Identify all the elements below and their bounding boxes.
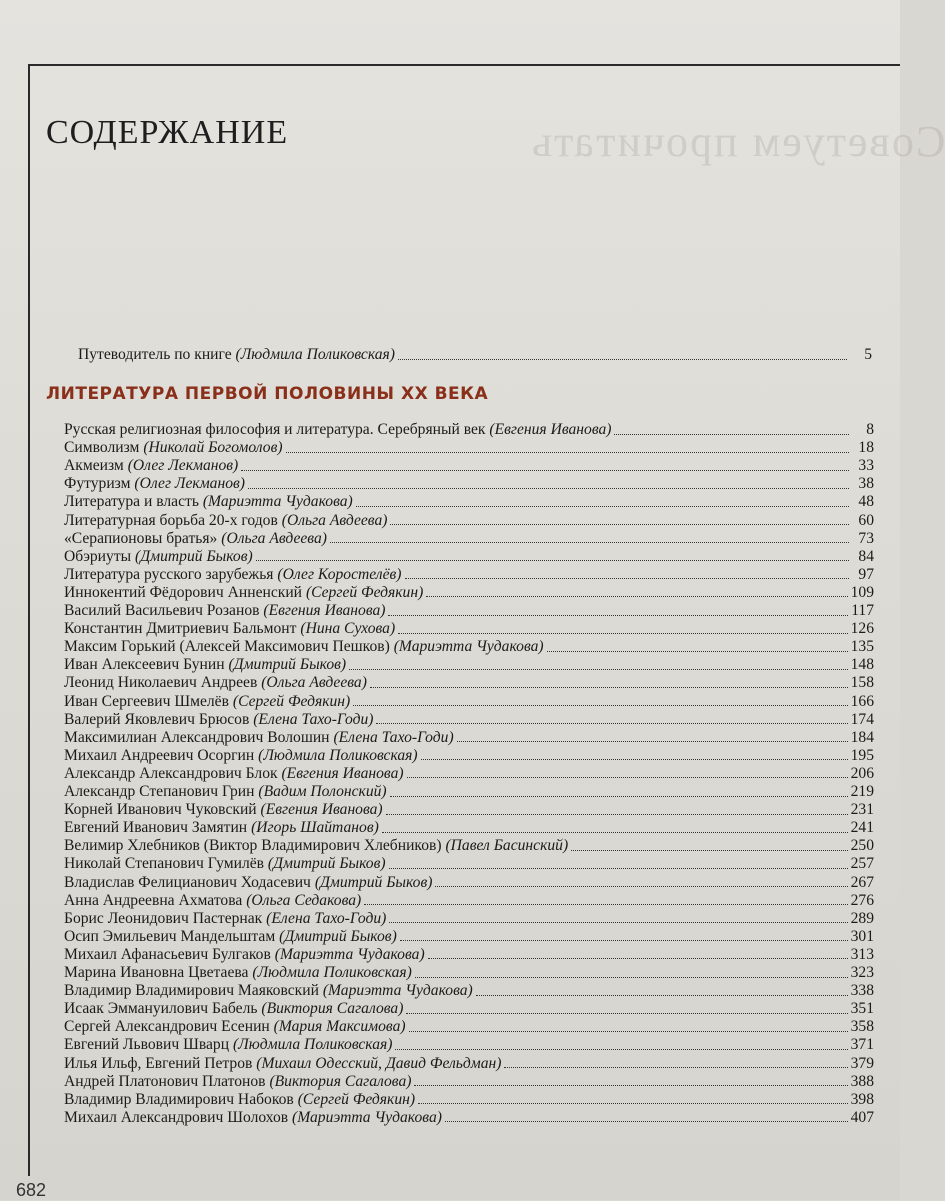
- dot-leader: [370, 686, 848, 688]
- entry-page: 117: [851, 602, 874, 619]
- dot-leader: [330, 541, 849, 543]
- toc-entry: [64, 1055, 874, 1073]
- toc-entry: [64, 602, 874, 620]
- entry-author: (Мария Максимова): [273, 1018, 406, 1036]
- dot-leader: [398, 632, 847, 634]
- entry-page: 206: [850, 764, 874, 782]
- dot-leader: [248, 487, 849, 489]
- entry-author: (Ольга Седакова): [246, 891, 362, 909]
- entry-title: Литературная борьба 20-х годов (Ольга Авдеева): [64, 511, 388, 529]
- dot-leader: [614, 433, 849, 435]
- dot-leader: [390, 523, 849, 525]
- bleed-through-text: Советуем прочитать: [530, 117, 945, 166]
- entry-author: (Дмитрий Быков): [279, 927, 397, 945]
- entry-title: Литература русского зарубежья (Олег Коростелёв): [64, 565, 402, 583]
- entry-title: Евгений Львович Шварц (Людмила Поликовская): [64, 1036, 393, 1054]
- entry-page: 323: [850, 964, 874, 981]
- dot-leader: [405, 577, 850, 579]
- dot-leader: [414, 1084, 847, 1086]
- frame-rule-top: [28, 64, 900, 66]
- entry-title: Александр Александрович Блок (Евгения Иванова): [64, 764, 404, 782]
- entry-page: 241: [850, 819, 874, 837]
- entry-author: (Мариэтта Чудакова): [202, 493, 353, 511]
- entry-author: (Сергей Федякин): [232, 692, 351, 710]
- entry-title: Корней Иванович Чуковский (Евгения Иванова): [64, 801, 383, 819]
- dot-leader: [395, 1048, 847, 1050]
- entry-author: (Евгения Иванова): [260, 801, 383, 819]
- dot-leader: [388, 614, 848, 616]
- entry-author: (Людмила Поликовская): [252, 964, 412, 981]
- toc-entry: [64, 457, 874, 475]
- dot-leader: [400, 939, 848, 941]
- entry-author: (Дмитрий Быков): [228, 656, 347, 674]
- dot-leader: [389, 867, 848, 869]
- dot-leader: [349, 668, 848, 670]
- dot-leader: [386, 813, 848, 815]
- entry-title: Иван Алексеевич Бунин (Дмитрий Быков): [64, 656, 347, 674]
- entry-title: Литература и власть (Мариэтта Чудакова): [64, 493, 353, 511]
- dot-leader: [389, 921, 847, 923]
- entry-title: Анна Андреевна Ахматова (Ольга Седакова): [64, 891, 362, 909]
- entry-title: Андрей Платонович Платонов (Виктория Сагалова): [64, 1072, 412, 1090]
- entry-page: 84: [858, 547, 874, 565]
- dot-leader: [406, 1012, 847, 1014]
- entry-page: 148: [850, 656, 874, 674]
- entry-page: 195: [850, 746, 874, 764]
- toc-entry: [64, 801, 874, 819]
- entry-author: (Мариэтта Чудакова): [292, 1108, 442, 1126]
- entry-title: Василий Васильевич Розанов (Евгения Иванова): [64, 602, 386, 619]
- page-number: 682: [16, 1180, 47, 1200]
- toc-entry: [64, 819, 874, 837]
- entry-title: Илья Ильф, Евгений Петров (Михаил Одесский, Давид Фельдман): [64, 1054, 502, 1072]
- entry-page: 158: [850, 674, 874, 692]
- entry-page: 33: [858, 457, 874, 475]
- entry-author: (Олег Лекманов): [127, 457, 239, 475]
- entry-author: (Ольга Авдеева): [261, 674, 367, 692]
- entry-page: 166: [850, 692, 874, 710]
- dot-leader: [409, 1030, 848, 1032]
- entry-title: Футуризм (Олег Лекманов): [64, 475, 245, 493]
- entry-page: 109: [850, 583, 874, 601]
- entry-page: 351: [850, 1000, 874, 1018]
- dot-leader: [418, 1102, 848, 1104]
- toc-entry: [64, 421, 874, 439]
- toc-entry: [64, 747, 874, 765]
- entry-author: (Михаил Одесский, Давид Фельдман): [256, 1054, 502, 1072]
- toc-entry: [64, 512, 874, 530]
- entry-author: (Мариэтта Чудакова): [274, 945, 425, 963]
- toc-entry: [64, 530, 874, 548]
- dot-leader: [421, 758, 848, 760]
- entry-title: Константин Дмитриевич Бальмонт (Нина Сухова): [64, 620, 396, 638]
- dot-leader: [426, 595, 847, 597]
- entry-page: 18: [858, 439, 874, 457]
- entry-author: (Виктория Сагалова): [261, 1000, 404, 1018]
- entry-page: 8: [866, 421, 874, 438]
- entry-author: (Сергей Федякин): [297, 1090, 416, 1108]
- entry-page: 371: [850, 1036, 874, 1054]
- dot-leader: [256, 559, 849, 561]
- entry-author: (Сергей Федякин): [305, 583, 424, 601]
- dot-leader: [407, 776, 848, 778]
- dot-leader: [286, 451, 849, 453]
- dot-leader: [376, 722, 847, 724]
- entry-title: Михаил Андреевич Осоргин (Людмила Поликовская): [64, 746, 418, 764]
- dot-leader: [445, 1120, 848, 1122]
- toc-entry: [64, 566, 874, 584]
- entry-author: (Нина Сухова): [300, 620, 396, 638]
- toc-entry: [64, 693, 874, 711]
- entry-page: 267: [850, 873, 874, 891]
- toc-entry: [64, 656, 874, 674]
- entry-title: Иннокентий Фёдорович Анненский (Сергей Федякин): [64, 583, 424, 601]
- entry-page: 126: [850, 620, 874, 638]
- entry-author: (Ольга Авдеева): [281, 511, 388, 529]
- dot-leader: [356, 505, 849, 507]
- entry-title: Марина Ивановна Цветаева (Людмила Поликовская): [64, 964, 412, 981]
- toc-entry: [64, 1000, 874, 1018]
- entry-title: Русская религиозная философия и литература. Серебряный век (Евгения Иванова): [64, 421, 612, 438]
- dot-leader: [435, 885, 847, 887]
- entry-title: Иван Сергеевич Шмелёв (Сергей Федякин): [64, 692, 351, 710]
- entry-author: (Вадим Полонский): [258, 783, 387, 800]
- toc-entry: [64, 1018, 874, 1036]
- dot-leader: [382, 831, 848, 833]
- entry-page: 60: [858, 511, 874, 529]
- entry-title: Николай Степанович Гумилёв (Дмитрий Быков): [64, 855, 386, 873]
- toc-entry: [64, 475, 874, 493]
- entry-author: (Дмитрий Быков): [135, 547, 253, 565]
- entry-page: 135: [850, 638, 874, 656]
- entry-title: Сергей Александрович Есенин (Мария Максимова): [64, 1018, 406, 1036]
- entry-page: 48: [858, 493, 874, 511]
- entry-page: 231: [850, 801, 874, 819]
- toc-entry: [64, 711, 874, 729]
- toc-entry: [64, 892, 874, 910]
- toc-entry: [64, 439, 874, 457]
- entry-title: Валерий Яковлевич Брюсов (Елена Тахо-Годи): [64, 710, 374, 728]
- entry-page: 73: [858, 529, 874, 547]
- entry-title: «Серапионовы братья» (Ольга Авдеева): [64, 529, 327, 547]
- entry-author: (Ольга Авдеева): [221, 529, 327, 547]
- toc-entry: [64, 638, 874, 656]
- entry-title: Александр Степанович Грин (Вадим Полонский): [64, 783, 387, 800]
- entry-author: (Евгения Иванова): [489, 421, 612, 438]
- entry-title: Максимилиан Александрович Волошин (Елена Тахо-Годи): [64, 728, 454, 746]
- dot-leader: [390, 795, 848, 797]
- toc-entry: [64, 837, 874, 855]
- entry-title: Владимир Владимирович Набоков (Сергей Федякин): [64, 1090, 416, 1108]
- entry-page: 338: [850, 982, 874, 1000]
- entry-page: 379: [850, 1054, 874, 1072]
- entry-title: Осип Эмильевич Мандельштам (Дмитрий Быков): [64, 927, 397, 945]
- toc-entry: [64, 729, 874, 747]
- toc-entry: [64, 493, 874, 511]
- entry-page: 219: [850, 783, 874, 800]
- toc-entry: [64, 1073, 874, 1091]
- toc-entry: [64, 783, 874, 801]
- entry-author: (Людмила Поликовская): [235, 346, 395, 363]
- dot-leader: [504, 1066, 847, 1068]
- entry-page: 97: [858, 565, 874, 583]
- entry-page: 5: [864, 346, 872, 363]
- toc-entry: [64, 928, 874, 946]
- toc-entry: [64, 620, 874, 638]
- entry-author: (Игорь Шайтанов): [251, 819, 379, 837]
- entry-author: (Виктория Сагалова): [269, 1072, 412, 1090]
- entry-title: Владимир Владимирович Маяковский (Мариэтта Чудакова): [64, 982, 473, 1000]
- entry-author: (Олег Коростелёв): [277, 565, 402, 583]
- entry-author: (Елена Тахо-Годи): [266, 909, 387, 927]
- toc-entry: [64, 964, 874, 982]
- entry-title: Владислав Фелицианович Ходасевич (Дмитрий Быков): [64, 873, 433, 891]
- entry-page: 398: [850, 1090, 874, 1108]
- entry-title: Путеводитель по книге (Людмила Поликовская): [78, 346, 395, 363]
- entry-page: 358: [850, 1018, 874, 1036]
- toc-entry: [64, 674, 874, 692]
- toc-entry-guide: [78, 346, 872, 364]
- entry-author: (Дмитрий Быков): [314, 873, 433, 891]
- toc-entry: [64, 946, 874, 964]
- entry-page: 174: [850, 710, 874, 728]
- section-heading: ЛИТЕРАТУРА ПЕРВОЙ ПОЛОВИНЫ XX ВЕКА: [46, 384, 489, 404]
- toc-entry: [64, 1109, 874, 1127]
- dot-leader: [476, 994, 848, 996]
- toc-entry: [64, 548, 874, 566]
- entry-author: (Людмила Поликовская): [232, 1036, 393, 1054]
- entry-page: 38: [858, 475, 874, 493]
- toc-entry: [64, 910, 874, 928]
- toc-entry: [64, 855, 874, 873]
- entry-page: 257: [850, 855, 874, 873]
- entry-page: 407: [850, 1108, 874, 1126]
- entry-author: (Людмила Поликовская): [258, 746, 418, 764]
- entry-title: Михаил Афанасьевич Булгаков (Мариэтта Чудакова): [64, 945, 425, 963]
- entry-author: (Евгения Иванова): [263, 602, 386, 619]
- toc-entry: [64, 982, 874, 1000]
- dot-leader: [547, 650, 848, 652]
- entry-author: (Евгения Иванова): [281, 764, 404, 782]
- entry-author: (Николай Богомолов): [143, 439, 283, 457]
- entry-author: (Мариэтта Чудакова): [393, 638, 544, 656]
- toc-entry: [64, 765, 874, 783]
- entry-author: (Дмитрий Быков): [267, 855, 386, 873]
- entry-title: Борис Леонидович Пастернак (Елена Тахо-Годи): [64, 909, 387, 927]
- toc-entry: [64, 1036, 874, 1054]
- entry-page: 250: [850, 837, 874, 855]
- entry-page: 301: [850, 927, 874, 945]
- dot-leader: [571, 849, 847, 851]
- entry-page: 184: [850, 728, 874, 746]
- entry-author: (Елена Тахо-Годи): [333, 728, 454, 746]
- entry-author: (Елена Тахо-Годи): [253, 710, 374, 728]
- entry-author: (Павел Басинский): [445, 837, 569, 855]
- entry-title: Символизм (Николай Богомолов): [64, 439, 283, 457]
- dot-leader: [353, 704, 847, 706]
- entry-title: Леонид Николаевич Андреев (Ольга Авдеева): [64, 674, 367, 692]
- toc-entry: [64, 874, 874, 892]
- toc-entry: [64, 584, 874, 602]
- dot-leader: [364, 903, 847, 905]
- entry-page: 276: [850, 891, 874, 909]
- dot-leader: [398, 358, 847, 360]
- dot-leader: [241, 469, 849, 471]
- entry-title: Обэриуты (Дмитрий Быков): [64, 547, 253, 565]
- entry-page: 313: [850, 945, 874, 963]
- entry-page: 388: [850, 1072, 874, 1090]
- entry-title: Исаак Эммануилович Бабель (Виктория Сагалова): [64, 1000, 404, 1018]
- entry-author: (Олег Лекманов): [134, 475, 245, 493]
- entry-title: Велимир Хлебников (Виктор Владимирович Хлебников) (Павел Басинский): [64, 837, 569, 855]
- entry-title: Михаил Александрович Шолохов (Мариэтта Чудакова): [64, 1108, 442, 1126]
- dot-leader: [457, 740, 848, 742]
- page-title: содержание: [46, 101, 289, 154]
- frame-rule-left: [28, 64, 30, 1176]
- entry-author: (Мариэтта Чудакова): [322, 982, 473, 1000]
- entry-page: 289: [850, 909, 874, 927]
- dot-leader: [428, 957, 848, 959]
- entry-title: Евгений Иванович Замятин (Игорь Шайтанов): [64, 819, 379, 837]
- toc-entry: [64, 1091, 874, 1109]
- entry-title: Акмеизм (Олег Лекманов): [64, 457, 239, 475]
- dot-leader: [415, 976, 848, 978]
- entry-title: Максим Горький (Алексей Максимович Пешков) (Мариэтта Чудакова): [64, 638, 544, 656]
